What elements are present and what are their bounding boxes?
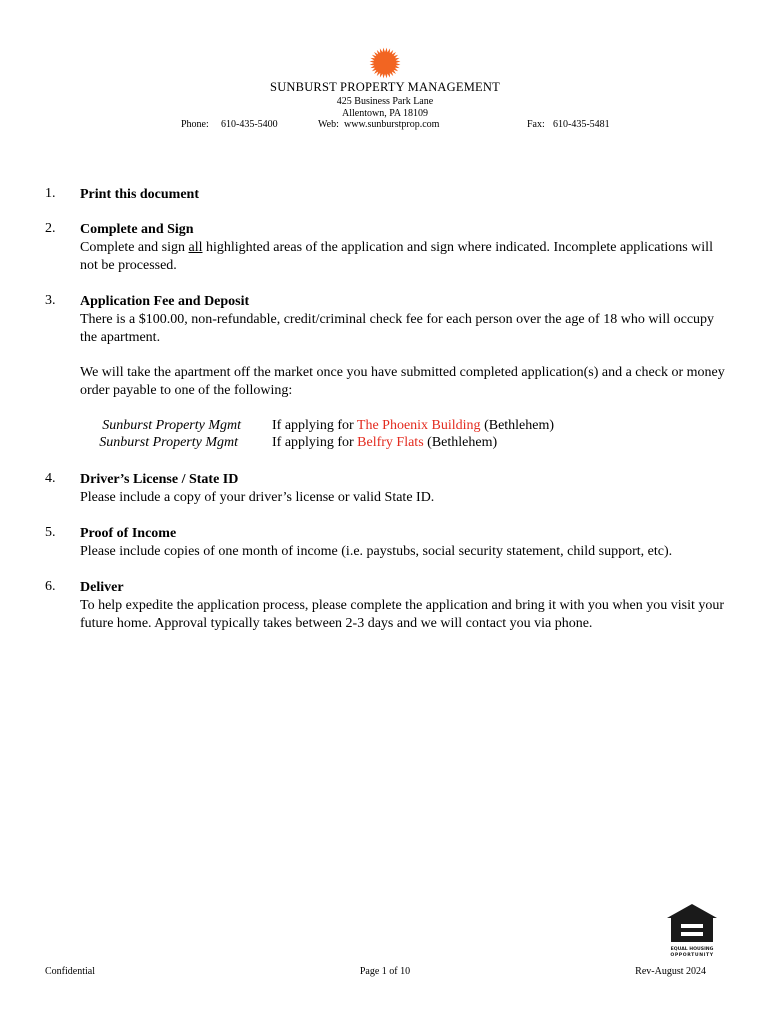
section-title: Driver’s License / State ID bbox=[80, 472, 239, 487]
section-number: 3. bbox=[45, 293, 56, 308]
section-number: 6. bbox=[45, 579, 56, 594]
building-name: Belfry Flats bbox=[357, 435, 424, 450]
section-title: Deliver bbox=[80, 580, 124, 595]
section-number: 2. bbox=[45, 221, 56, 236]
address-line-2: Allentown, PA 18109 bbox=[341, 108, 429, 119]
payee-name: Sunburst Property Mgmt bbox=[102, 418, 241, 433]
section-print bbox=[80, 186, 730, 204]
footer-page-number: Page 1 of 10 bbox=[359, 966, 411, 977]
section-body: Complete and sign all highlighted areas of the application and sign where indicated. Incomplete applications will not be processed. bbox=[80, 240, 713, 273]
equal-housing-icon bbox=[665, 902, 719, 958]
section-title: Application Fee and Deposit bbox=[80, 294, 250, 309]
building-name: The Phoenix Building bbox=[356, 418, 481, 433]
section-deliver bbox=[80, 579, 730, 633]
footer-revision: Rev-August 2024 bbox=[635, 966, 706, 977]
section-body-secondary: We will take the apartment off the market once you have submitted completed application(s) and a check or money order payable to one of the following: bbox=[80, 365, 725, 398]
section-body: There is a $100.00, non-refundable, credit/criminal check fee for each person over the age of 18 who will occupy the apartment. bbox=[80, 312, 715, 345]
payee-condition: If applying for The Phoenix Building (Bethlehem) bbox=[272, 418, 555, 433]
fax-number: 610-435-5481 bbox=[553, 119, 610, 130]
company-name: SUNBURST PROPERTY MANAGEMENT bbox=[270, 80, 500, 94]
sunburst-logo bbox=[369, 47, 401, 79]
section-fee-deposit bbox=[80, 293, 730, 347]
section-number: 5. bbox=[45, 525, 56, 540]
section-complete-sign bbox=[80, 221, 730, 275]
svg-text:EQUAL HOUSING: EQUAL HOUSING bbox=[670, 947, 714, 952]
phone-label: Phone: bbox=[181, 119, 209, 130]
web-label: Web: bbox=[318, 119, 339, 130]
section-license bbox=[80, 471, 730, 507]
phone-number: 610-435-5400 bbox=[221, 119, 278, 130]
section-title: Print this document bbox=[80, 187, 199, 202]
section-body: To help expedite the application process, please complete the application and bring it with you when you visit your future home. Approval typically takes between 2-3 days and we will contact you via phone. bbox=[80, 598, 725, 631]
payee-name: Sunburst Property Mgmt bbox=[99, 435, 238, 450]
section-income bbox=[80, 525, 730, 561]
section-number: 4. bbox=[45, 471, 56, 486]
svg-text:OPPORTUNITY: OPPORTUNITY bbox=[670, 953, 714, 958]
section-title: Complete and Sign bbox=[80, 222, 194, 237]
section-title: Proof of Income bbox=[80, 526, 177, 541]
payee-condition: If applying for Belfry Flats (Bethlehem) bbox=[272, 435, 498, 450]
footer-confidential: Confidential bbox=[45, 966, 95, 977]
fax-label: Fax: bbox=[527, 119, 545, 130]
section-number: 1. bbox=[45, 186, 56, 201]
section-body: Please include copies of one month of income (i.e. paystubs, social security statement, child support, etc). bbox=[80, 544, 673, 559]
web-address: www.sunburstprop.com bbox=[344, 119, 440, 130]
section-body: Please include a copy of your driver’s license or valid State ID. bbox=[80, 490, 435, 505]
address-line-1: 425 Business Park Lane bbox=[336, 96, 434, 107]
